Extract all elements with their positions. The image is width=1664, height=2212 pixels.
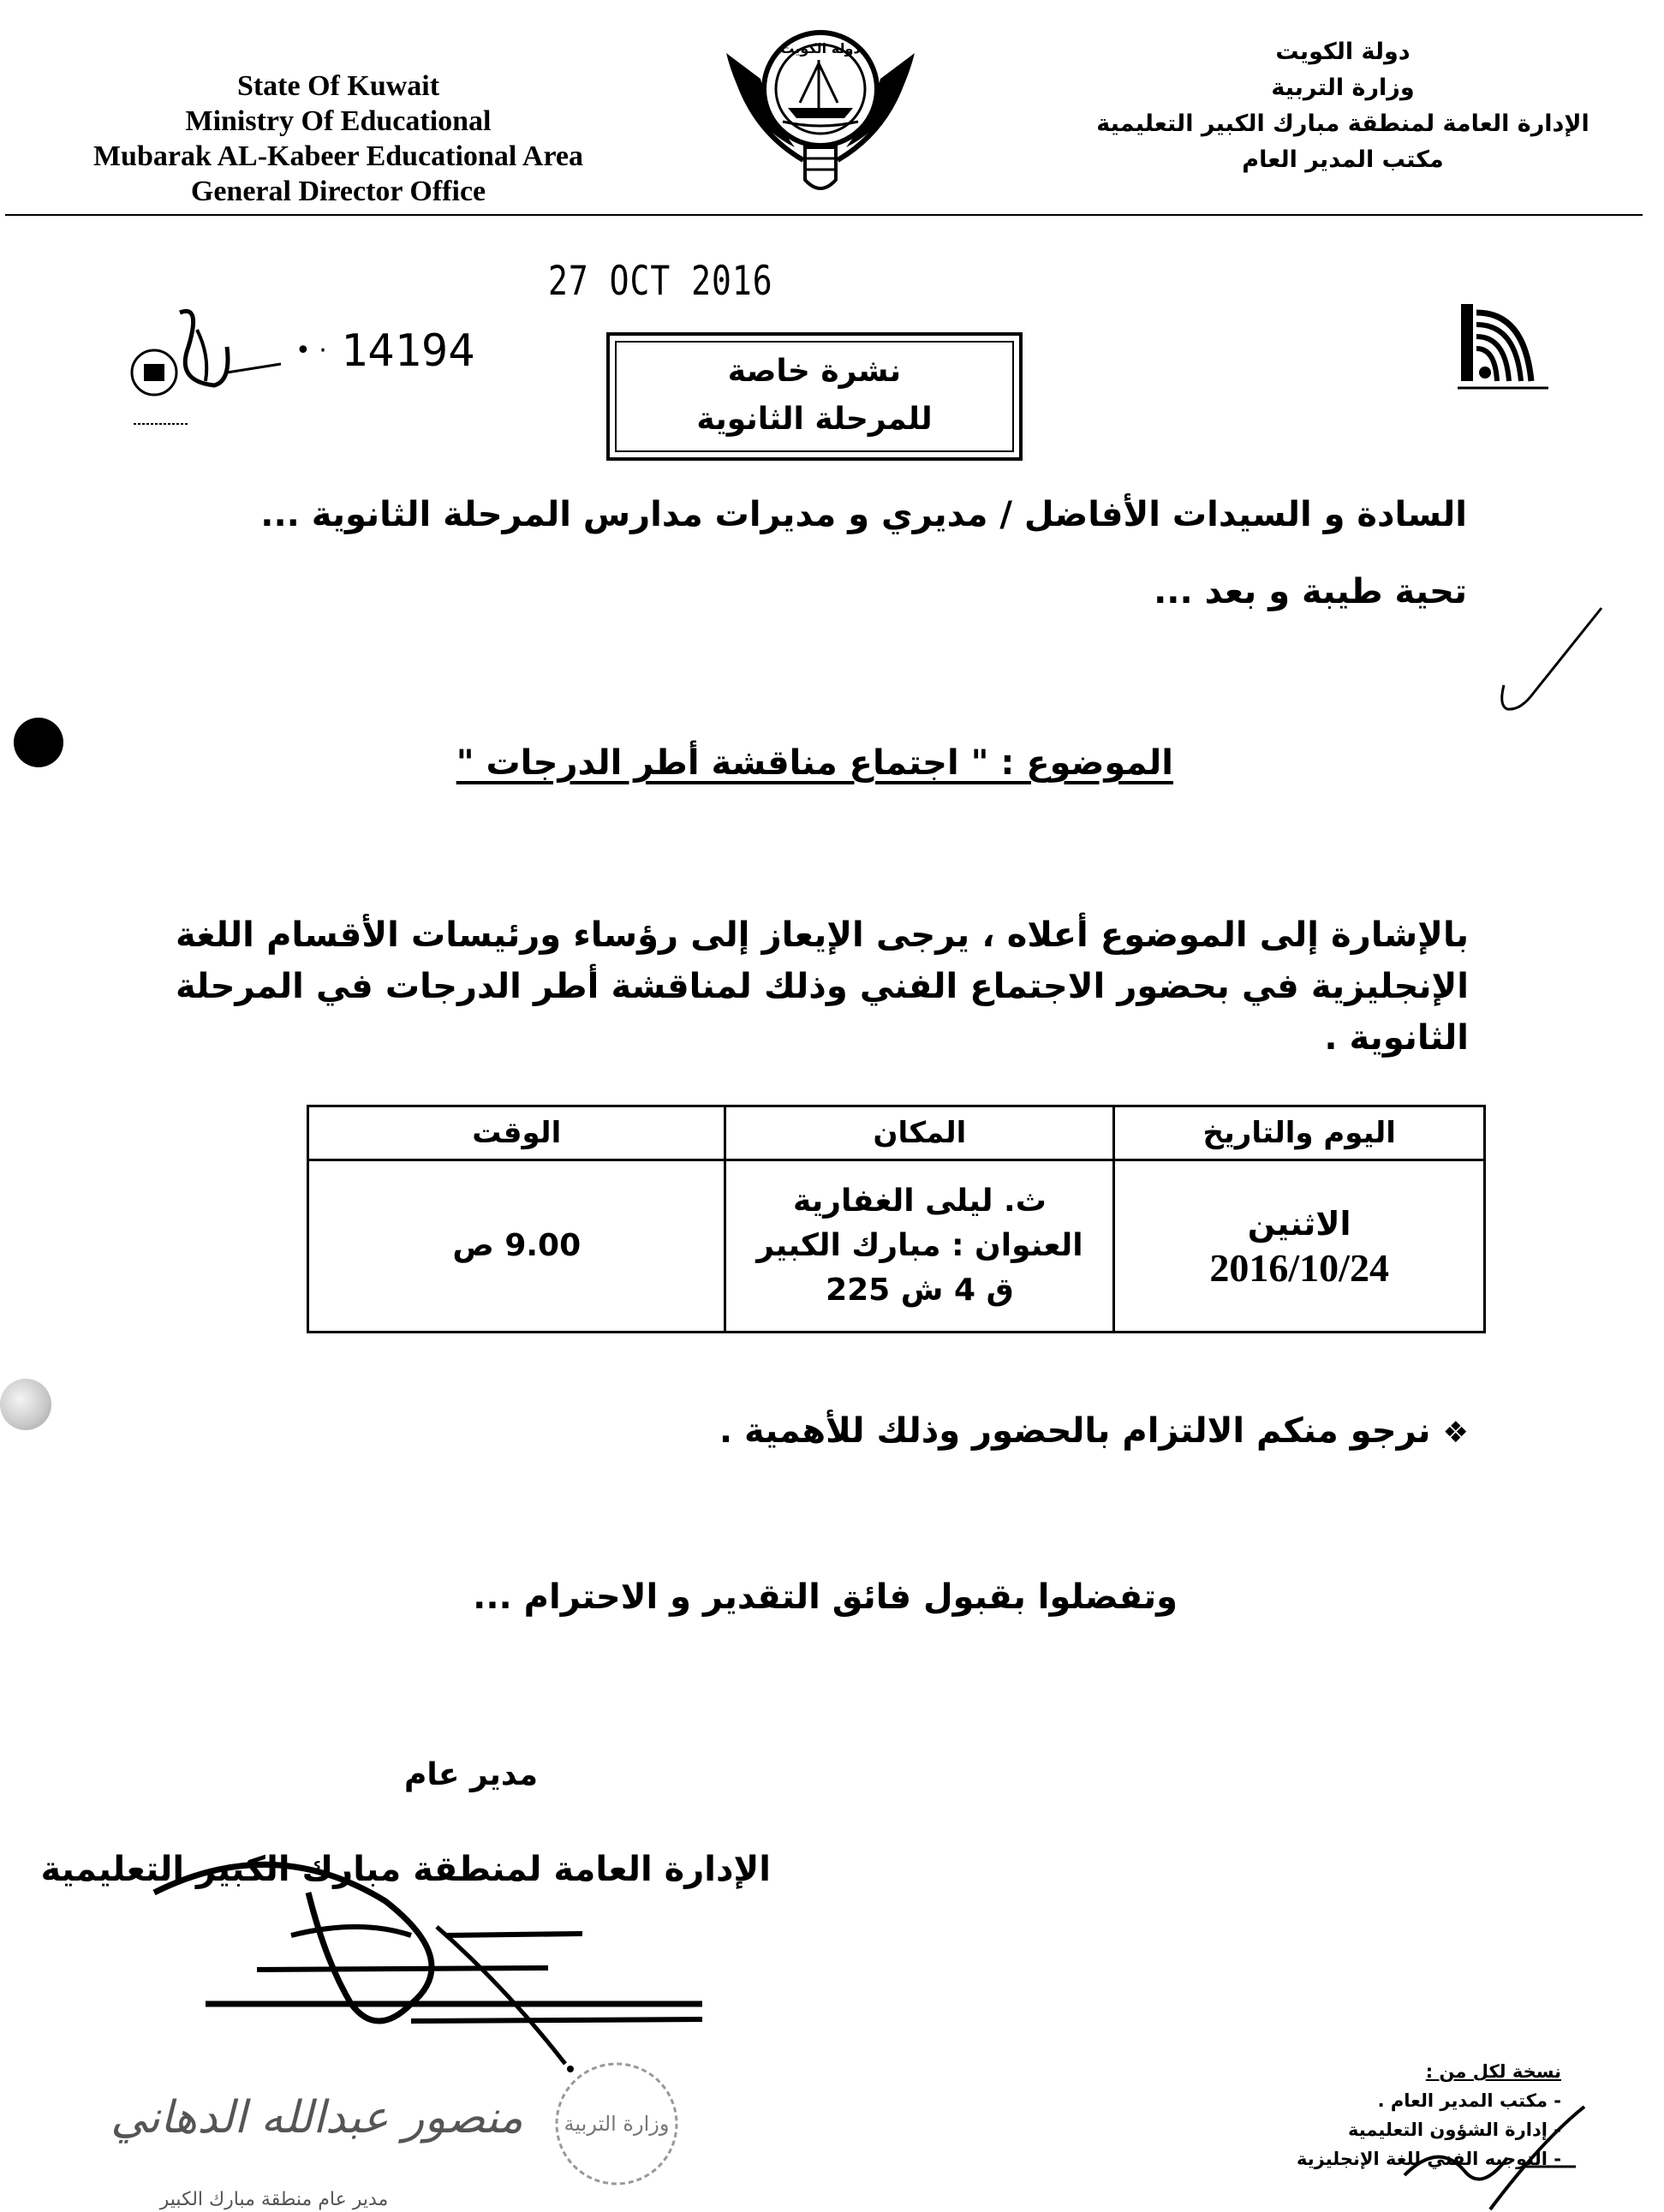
- copy-recipient-1: - مكتب المدير العام .: [1377, 2090, 1561, 2111]
- attendance-note: [719, 1411, 1469, 1451]
- punch-hole: [0, 1379, 51, 1430]
- copy-recipient-3: - التوجيه الفني للغة الإنجليزية: [1297, 2149, 1561, 2169]
- header-divider: [5, 214, 1643, 216]
- copies-heading: نسخة لكل من :: [1425, 2061, 1561, 2082]
- ministry-arch-logo-icon: [1456, 295, 1550, 394]
- signatory-office: الإدارة العامة لمنطقة مبارك الكبير التعليمية: [40, 1850, 771, 1889]
- official-stamp: [110, 2038, 822, 2210]
- svg-text:دولة الكويت: دولة الكويت: [780, 40, 861, 57]
- header-en-line-3: Mubarak AL-Kabeer Educational Area: [92, 140, 584, 172]
- header-place: المكان: [725, 1106, 1114, 1160]
- reference-number: 14194: [341, 325, 475, 377]
- bulletin-title: [610, 348, 1019, 444]
- header-arabic-block: [1065, 34, 1621, 178]
- place-line-2: العنوان : مبارك الكبير: [756, 1228, 1083, 1263]
- diamond-bullet-icon: ❖: [1442, 1416, 1469, 1450]
- meeting-day: الاثنين: [1247, 1205, 1351, 1243]
- header-ar-line-3: الإدارة العامة لمنطقة مبارك الكبير التعليمية: [1096, 110, 1589, 137]
- calligraphy-logo-icon: [128, 295, 283, 432]
- body-paragraph: بالإشارة إلى الموضوع أعلاه ، يرجى الإيعاز إلى رؤساء ورئيسات الأقسام اللغة الإنجليزية في بحضور الاجتماع الفني وذلك لمناقشة أطر الدرجات في المرحلة الثانوية .: [176, 915, 1469, 1058]
- bulletin-title-line-2: للمرحلة الثانوية: [696, 402, 933, 437]
- header-ar-line-1: دولة الكويت: [1275, 39, 1411, 65]
- table-row: [308, 1160, 1485, 1333]
- bulletin-title-line-1: نشرة خاصة: [727, 354, 902, 389]
- ink-dot-mark: [14, 718, 63, 767]
- svg-text:وزارة التربية: وزارة التربية: [564, 2112, 670, 2136]
- header-en-line-1: State Of Kuwait: [236, 70, 440, 102]
- header-time: الوقت: [308, 1106, 725, 1160]
- kuwait-emblem-icon: [709, 19, 932, 206]
- place-cell: [725, 1160, 1114, 1333]
- attendance-note-text: نرجو منكم الالتزام بالحضور وذلك للأهمية .: [719, 1411, 1431, 1451]
- reference-prefix-marks: • ·: [295, 336, 327, 366]
- handwritten-annotation: [1387, 2090, 1593, 2212]
- header-english-block: [60, 69, 617, 209]
- header-ar-line-4: مكتب المدير العام: [1242, 146, 1444, 173]
- svg-text:مدير عام منطقة مبارك الكبير: مدير عام منطقة مبارك الكبير: [159, 2189, 389, 2210]
- time-cell: 9.00 ص: [308, 1160, 725, 1333]
- place-line-3: ق 4 ش 225: [826, 1273, 1014, 1308]
- day-date-cell: [1114, 1160, 1485, 1333]
- header-ar-line-2: وزارة التربية: [1271, 75, 1415, 101]
- bulletin-title-box: [606, 332, 1023, 461]
- header-en-line-4: General Director Office: [190, 176, 486, 207]
- subject-line: الموضوع : " اجتماع مناقشة أطر الدرجات ": [456, 743, 1173, 783]
- meeting-date: 2016/10/24: [1209, 1246, 1389, 1290]
- addressee-line: السادة و السيدات الأفاضل / مديري و مديرات مدارس المرحلة الثانوية ...: [260, 495, 1467, 534]
- meeting-schedule-table: [307, 1105, 1486, 1333]
- signatory-title: مدير عام: [403, 1757, 539, 1792]
- table-header-row: [308, 1106, 1485, 1160]
- salutation-line: تحية طيبة و بعد ...: [1154, 572, 1467, 611]
- place-line-1: ث. ليلى الغفارية: [792, 1184, 1047, 1219]
- svg-text:منصور عبدالله الدهاني: منصور عبدالله الدهاني: [110, 2092, 523, 2143]
- header-day-date: اليوم والتاريخ: [1114, 1106, 1485, 1160]
- copy-recipient-2: - إدارة الشؤون التعليمية: [1348, 2120, 1561, 2140]
- date-stamp: 27 OCT 2016: [548, 257, 773, 304]
- closing-line: وتفضلوا بقبول فائق التقدير و الاحترام ...: [473, 1577, 1178, 1617]
- check-mark-icon: [1473, 599, 1610, 728]
- header-en-line-2: Ministry Of Educational: [185, 105, 492, 137]
